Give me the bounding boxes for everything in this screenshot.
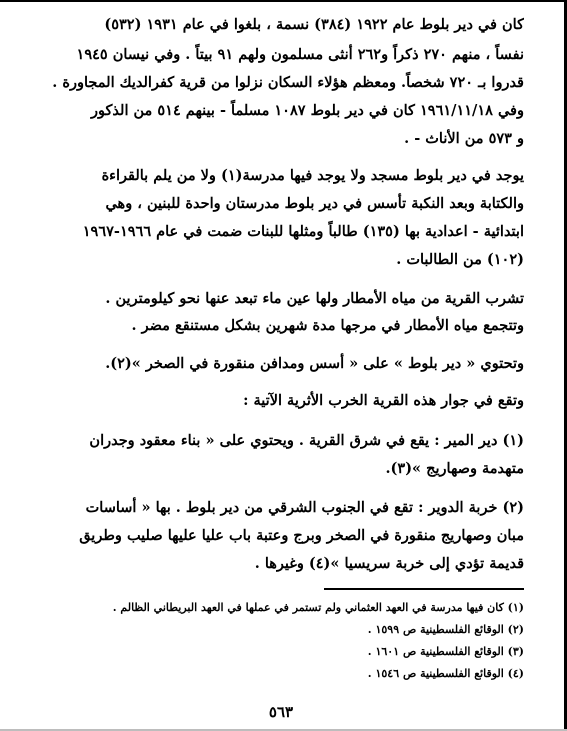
window-top-border xyxy=(0,0,567,2)
body-line: نفساً ، منهم ٢٧٠ ذكراً و٢٦٢ أنثى مسلمون ولهم ٩١ بيتاً . وفي نيسان ١٩٤٥ xyxy=(76,46,524,63)
body-line: وتقع في جوار هذه القرية الخرب الأثرية الآتية : xyxy=(243,392,524,409)
footnote: (٢) الوقائع الفلسطينية ص ١٥٩٩ . xyxy=(367,623,524,636)
footnote: (١) كان فيها مدرسة في العهد العثماني ولم تستمر في عملها في العهد البريطاني الظالم . xyxy=(112,601,524,614)
body-line: و ٥٧٣ من الأناث - . xyxy=(404,130,524,147)
body-line: مبان وصهاريج منقورة في الصخر وبرج وعتبة باب عليا عليها صليب وطريق xyxy=(79,527,524,544)
body-line: (٢) خربة الدوير : تقع في الجنوب الشرقي من دير بلوط . بها « أساسات xyxy=(85,499,524,516)
body-line: ابتدائية - اعدادية بها (١٣٥) طالباً ومثلها للبنات ضمت في عام ١٩٦٦-١٩٦٧ xyxy=(82,223,524,240)
footnote: (٤) الوقائع الفلسطينية ص ١٥٤٦ . xyxy=(367,667,524,680)
body-line: قدروا بـ ٧٢٠ شخصاً. ومعظم هؤلاء السكان نزلوا من قرية كفرالديك المجاورة . xyxy=(52,74,524,91)
document-page xyxy=(38,8,524,723)
body-line: والكتابة وبعد النكبة تأسس في دير بلوط مدرستان واحدة للبنين ، وهي xyxy=(105,195,524,212)
body-line: قديمة تؤدي إلى خربة سريسيا »(٤) وغيرها . xyxy=(254,555,524,572)
body-line: وتتجمع مياه الأمطار في مرجها مدة شهرين بشكل مستنقع مضر . xyxy=(131,317,524,334)
body-line: وفي ١٩٦١/١١/١٨ كان في دير بلوط ١٠٨٧ مسلماً - بينهم ٥١٤ من الذكور xyxy=(91,102,524,119)
body-line: متهدمة وصهاريج »(٣). xyxy=(385,460,524,477)
footnote-separator xyxy=(324,588,524,590)
body-line: يوجد في دير بلوط مسجد ولا يوجد فيها مدرسة(١) ولا من يلم بالقراءة xyxy=(101,167,524,184)
body-line: وتحتوي « دير بلوط » على « أسس ومدافن منقورة في الصخر »(٢). xyxy=(105,355,524,372)
footnote: (٣) الوقائع الفلسطينية ص ١٦٠١ . xyxy=(367,645,524,658)
body-line: (١) دير المير : يقع في شرق القرية . ويحتوي على « بناء معقود وجدران xyxy=(89,432,524,449)
body-line: كان في دير بلوط عام ١٩٢٢ (٣٨٤) نسمة ، بلغوا في عام ١٩٣١ (٥٣٢) xyxy=(104,16,524,33)
page-number: ٥٦٣ xyxy=(268,703,294,721)
body-line: تشرب القرية من مياه الأمطار ولها عين ماء تبعد عنها نحو كيلومترين . xyxy=(105,290,524,307)
body-line: (١٠٢) من الطالبات . xyxy=(396,251,524,268)
